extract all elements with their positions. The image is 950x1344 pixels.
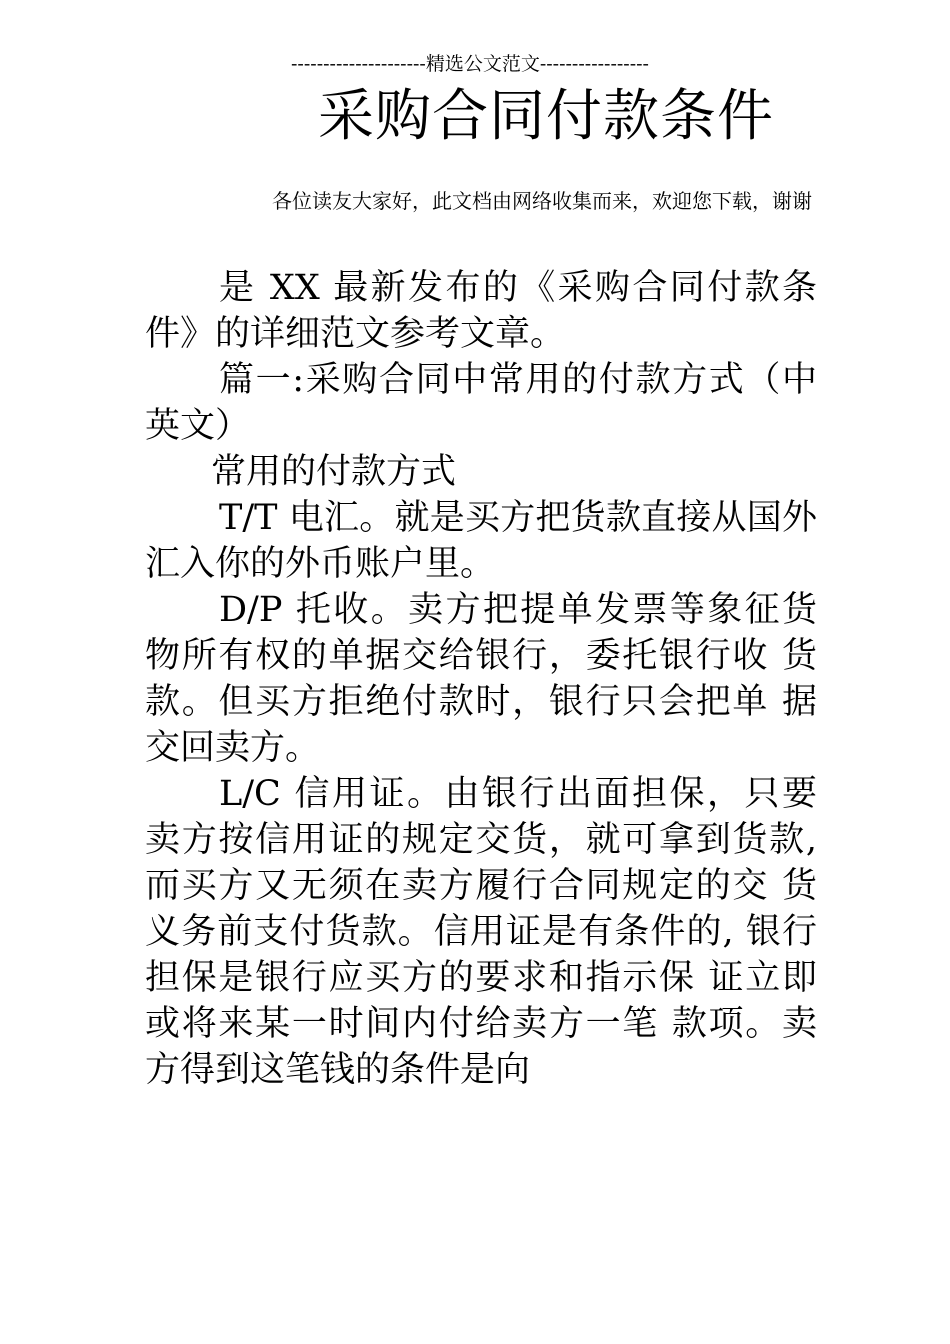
download-notice: 各位读友大家好，此文档由网络收集而来，欢迎您下载，谢谢: [272, 189, 812, 213]
paragraph-intro: 是 XX 最新发布的《采购合同付款条件》的详细范文参考文章。: [145, 268, 817, 354]
paragraph-subheading: 常用的付款方式: [211, 452, 457, 492]
document-body: [145, 265, 817, 1093]
document-title: 采购合同付款条件: [318, 84, 774, 149]
paragraph-dp: D/P 托收。卖方把提单发票等象征货物所有权的单据交给银行，委托银行收 货款。但买方拒绝付款时，银行只会把单 据交回卖方。: [145, 590, 817, 768]
header-separator: ---------------------精选公文范文-----------------: [291, 53, 649, 75]
paragraph-tt: T/T 电汇。就是买方把货款直接从国外汇入你的外币账户里。: [145, 498, 817, 584]
paragraph-lc: L/C 信用证。由银行出面担保，只要 卖方按信用证的规定交货，就可拿到货款, 而买方又无须在卖方履行合同规定的交 货义务前支付货款。信用证是有条件的, 银行担保是银行应买方的要求和指示保 证立即或将来某一时间内付给卖方一笔 款项。卖方得到这笔钱的条件是向: [145, 774, 817, 1090]
paragraph-section-heading: 篇一:采购合同中常用的付款方式（中英文）: [145, 360, 817, 446]
